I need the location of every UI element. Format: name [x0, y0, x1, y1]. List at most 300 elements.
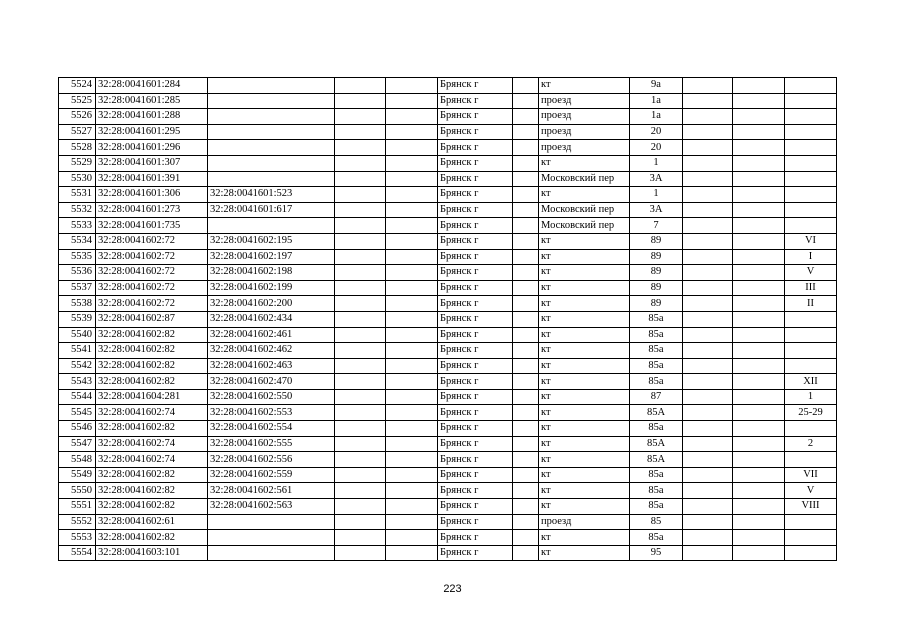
house-number-cell: 89 — [630, 249, 683, 265]
empty-cell — [335, 109, 386, 125]
related-cadastral-number-cell — [208, 514, 335, 530]
table-row — [59, 202, 837, 218]
house-number-cell: 85А — [630, 452, 683, 468]
premises-number-cell — [785, 109, 837, 125]
street-cell: кт — [539, 343, 630, 359]
street-cell: кт — [539, 452, 630, 468]
premises-number-cell: 1 — [785, 389, 837, 405]
table-row — [59, 280, 837, 296]
related-cadastral-number-cell: 32:28:0041602:555 — [208, 436, 335, 452]
related-cadastral-number-cell: 32:28:0041602:461 — [208, 327, 335, 343]
empty-cell — [733, 93, 785, 109]
empty-cell — [683, 343, 733, 359]
empty-cell — [386, 311, 438, 327]
cadastral-number-cell: 32:28:0041602:72 — [96, 280, 208, 296]
premises-number-cell — [785, 343, 837, 359]
related-cadastral-number-cell — [208, 93, 335, 109]
row-number-cell: 5552 — [59, 514, 96, 530]
row-number-cell: 5545 — [59, 405, 96, 421]
row-number-cell: 5553 — [59, 530, 96, 546]
empty-cell — [386, 358, 438, 374]
empty-cell — [386, 93, 438, 109]
street-cell: проезд — [539, 93, 630, 109]
cadastral-number-cell: 32:28:0041601:285 — [96, 93, 208, 109]
empty-cell — [683, 483, 733, 499]
cadastral-number-cell: 32:28:0041602:82 — [96, 358, 208, 374]
house-number-cell: 85а — [630, 499, 683, 515]
premises-number-cell — [785, 311, 837, 327]
house-number-cell: 20 — [630, 124, 683, 140]
premises-number-cell — [785, 124, 837, 140]
settlement-cell: Брянск г — [438, 358, 513, 374]
street-cell: кт — [539, 265, 630, 281]
premises-number-cell — [785, 187, 837, 203]
table-row — [59, 155, 837, 171]
settlement-cell: Брянск г — [438, 155, 513, 171]
empty-cell — [335, 545, 386, 561]
empty-cell — [683, 218, 733, 234]
cadastral-number-cell: 32:28:0041601:288 — [96, 109, 208, 125]
empty-cell — [683, 265, 733, 281]
empty-cell — [683, 545, 733, 561]
empty-cell — [513, 311, 539, 327]
premises-number-cell: III — [785, 280, 837, 296]
street-cell: Московский пер — [539, 171, 630, 187]
empty-cell — [513, 78, 539, 94]
table-row — [59, 171, 837, 187]
cadastral-number-cell: 32:28:0041601:296 — [96, 140, 208, 156]
premises-number-cell — [785, 545, 837, 561]
house-number-cell: 85а — [630, 467, 683, 483]
empty-cell — [386, 280, 438, 296]
premises-number-cell — [785, 452, 837, 468]
house-number-cell: 7 — [630, 218, 683, 234]
empty-cell — [386, 343, 438, 359]
house-number-cell: 85А — [630, 436, 683, 452]
street-cell: кт — [539, 499, 630, 515]
empty-cell — [386, 218, 438, 234]
settlement-cell: Брянск г — [438, 545, 513, 561]
house-number-cell: 85а — [630, 343, 683, 359]
empty-cell — [335, 421, 386, 437]
row-number-cell: 5541 — [59, 343, 96, 359]
empty-cell — [733, 467, 785, 483]
settlement-cell: Брянск г — [438, 171, 513, 187]
premises-number-cell: XII — [785, 374, 837, 390]
empty-cell — [683, 280, 733, 296]
house-number-cell: 85а — [630, 311, 683, 327]
empty-cell — [513, 530, 539, 546]
street-cell: кт — [539, 155, 630, 171]
house-number-cell: 85а — [630, 358, 683, 374]
house-number-cell: 85А — [630, 405, 683, 421]
house-number-cell: 1а — [630, 93, 683, 109]
table-row — [59, 514, 837, 530]
street-cell: Московский пер — [539, 202, 630, 218]
empty-cell — [683, 436, 733, 452]
house-number-cell: 85а — [630, 327, 683, 343]
empty-cell — [386, 155, 438, 171]
cadastral-number-cell: 32:28:0041602:72 — [96, 265, 208, 281]
empty-cell — [335, 499, 386, 515]
cadastral-number-cell: 32:28:0041602:82 — [96, 499, 208, 515]
empty-cell — [683, 452, 733, 468]
empty-cell — [733, 452, 785, 468]
premises-number-cell: VIII — [785, 499, 837, 515]
empty-cell — [513, 233, 539, 249]
empty-cell — [386, 389, 438, 405]
empty-cell — [386, 452, 438, 468]
empty-cell — [733, 171, 785, 187]
empty-cell — [386, 483, 438, 499]
empty-cell — [335, 530, 386, 546]
empty-cell — [733, 202, 785, 218]
house-number-cell: 85а — [630, 483, 683, 499]
empty-cell — [335, 311, 386, 327]
empty-cell — [335, 452, 386, 468]
empty-cell — [683, 327, 733, 343]
empty-cell — [733, 311, 785, 327]
settlement-cell: Брянск г — [438, 483, 513, 499]
table-row — [59, 249, 837, 265]
cadastral-number-cell: 32:28:0041602:82 — [96, 374, 208, 390]
empty-cell — [513, 452, 539, 468]
empty-cell — [386, 202, 438, 218]
related-cadastral-number-cell: 32:28:0041602:199 — [208, 280, 335, 296]
street-cell: проезд — [539, 109, 630, 125]
empty-cell — [683, 187, 733, 203]
empty-cell — [683, 421, 733, 437]
related-cadastral-number-cell — [208, 545, 335, 561]
street-cell: кт — [539, 389, 630, 405]
table-row — [59, 343, 837, 359]
empty-cell — [733, 249, 785, 265]
empty-cell — [733, 187, 785, 203]
empty-cell — [513, 265, 539, 281]
house-number-cell: 95 — [630, 545, 683, 561]
house-number-cell: 89 — [630, 233, 683, 249]
settlement-cell: Брянск г — [438, 280, 513, 296]
empty-cell — [683, 405, 733, 421]
empty-cell — [733, 405, 785, 421]
empty-cell — [513, 249, 539, 265]
table-row — [59, 499, 837, 515]
row-number-cell: 5554 — [59, 545, 96, 561]
related-cadastral-number-cell — [208, 530, 335, 546]
empty-cell — [513, 483, 539, 499]
related-cadastral-number-cell: 32:28:0041602:553 — [208, 405, 335, 421]
empty-cell — [513, 109, 539, 125]
empty-cell — [335, 93, 386, 109]
premises-number-cell — [785, 514, 837, 530]
table-row — [59, 467, 837, 483]
empty-cell — [335, 202, 386, 218]
empty-cell — [335, 436, 386, 452]
row-number-cell: 5529 — [59, 155, 96, 171]
empty-cell — [733, 545, 785, 561]
empty-cell — [513, 389, 539, 405]
street-cell: кт — [539, 467, 630, 483]
premises-number-cell — [785, 171, 837, 187]
empty-cell — [733, 389, 785, 405]
empty-cell — [733, 124, 785, 140]
related-cadastral-number-cell — [208, 218, 335, 234]
street-cell: кт — [539, 483, 630, 499]
cadastral-number-cell: 32:28:0041601:284 — [96, 78, 208, 94]
related-cadastral-number-cell: 32:28:0041602:550 — [208, 389, 335, 405]
settlement-cell: Брянск г — [438, 124, 513, 140]
empty-cell — [513, 280, 539, 296]
premises-number-cell — [785, 140, 837, 156]
street-cell: кт — [539, 296, 630, 312]
settlement-cell: Брянск г — [438, 389, 513, 405]
row-number-cell: 5535 — [59, 249, 96, 265]
settlement-cell: Брянск г — [438, 436, 513, 452]
settlement-cell: Брянск г — [438, 499, 513, 515]
house-number-cell: 85а — [630, 421, 683, 437]
settlement-cell: Брянск г — [438, 109, 513, 125]
cadastral-table — [58, 77, 837, 561]
street-cell: кт — [539, 405, 630, 421]
premises-number-cell — [785, 358, 837, 374]
empty-cell — [335, 483, 386, 499]
street-cell: Московский пер — [539, 218, 630, 234]
premises-number-cell — [785, 327, 837, 343]
settlement-cell: Брянск г — [438, 202, 513, 218]
row-number-cell: 5542 — [59, 358, 96, 374]
table-row — [59, 218, 837, 234]
house-number-cell: 85а — [630, 374, 683, 390]
empty-cell — [683, 109, 733, 125]
empty-cell — [386, 265, 438, 281]
table-row — [59, 452, 837, 468]
cadastral-number-cell: 32:28:0041601:306 — [96, 187, 208, 203]
empty-cell — [733, 296, 785, 312]
empty-cell — [386, 374, 438, 390]
row-number-cell: 5532 — [59, 202, 96, 218]
street-cell: кт — [539, 374, 630, 390]
empty-cell — [335, 467, 386, 483]
cadastral-number-cell: 32:28:0041601:735 — [96, 218, 208, 234]
settlement-cell: Брянск г — [438, 421, 513, 437]
empty-cell — [683, 155, 733, 171]
related-cadastral-number-cell: 32:28:0041602:197 — [208, 249, 335, 265]
related-cadastral-number-cell: 32:28:0041602:563 — [208, 499, 335, 515]
empty-cell — [335, 171, 386, 187]
related-cadastral-number-cell: 32:28:0041602:556 — [208, 452, 335, 468]
empty-cell — [386, 171, 438, 187]
empty-cell — [386, 124, 438, 140]
settlement-cell: Брянск г — [438, 296, 513, 312]
empty-cell — [683, 530, 733, 546]
empty-cell — [513, 296, 539, 312]
house-number-cell: 89 — [630, 296, 683, 312]
row-number-cell: 5548 — [59, 452, 96, 468]
street-cell: кт — [539, 358, 630, 374]
empty-cell — [386, 530, 438, 546]
house-number-cell: 3А — [630, 202, 683, 218]
settlement-cell: Брянск г — [438, 327, 513, 343]
empty-cell — [513, 155, 539, 171]
table-row — [59, 78, 837, 94]
row-number-cell: 5530 — [59, 171, 96, 187]
table-row — [59, 124, 837, 140]
empty-cell — [733, 78, 785, 94]
cadastral-number-cell: 32:28:0041602:74 — [96, 452, 208, 468]
street-cell: кт — [539, 436, 630, 452]
empty-cell — [335, 265, 386, 281]
empty-cell — [513, 327, 539, 343]
cadastral-number-cell: 32:28:0041602:87 — [96, 311, 208, 327]
premises-number-cell — [785, 421, 837, 437]
table-row — [59, 374, 837, 390]
row-number-cell: 5533 — [59, 218, 96, 234]
settlement-cell: Брянск г — [438, 93, 513, 109]
related-cadastral-number-cell: 32:28:0041601:617 — [208, 202, 335, 218]
empty-cell — [335, 374, 386, 390]
cadastral-number-cell: 32:28:0041602:82 — [96, 530, 208, 546]
empty-cell — [335, 514, 386, 530]
empty-cell — [513, 436, 539, 452]
page-number: 223 — [443, 583, 462, 595]
empty-cell — [335, 358, 386, 374]
cadastral-number-cell: 32:28:0041602:74 — [96, 405, 208, 421]
street-cell: кт — [539, 545, 630, 561]
settlement-cell: Брянск г — [438, 405, 513, 421]
empty-cell — [513, 140, 539, 156]
settlement-cell: Брянск г — [438, 467, 513, 483]
empty-cell — [733, 343, 785, 359]
house-number-cell: 87 — [630, 389, 683, 405]
empty-cell — [386, 499, 438, 515]
house-number-cell: 89 — [630, 265, 683, 281]
table-row — [59, 327, 837, 343]
premises-number-cell — [785, 218, 837, 234]
empty-cell — [335, 155, 386, 171]
cadastral-number-cell: 32:28:0041604:281 — [96, 389, 208, 405]
empty-cell — [733, 436, 785, 452]
table-row — [59, 545, 837, 561]
row-number-cell: 5543 — [59, 374, 96, 390]
empty-cell — [733, 280, 785, 296]
empty-cell — [513, 467, 539, 483]
row-number-cell: 5527 — [59, 124, 96, 140]
related-cadastral-number-cell — [208, 124, 335, 140]
empty-cell — [513, 93, 539, 109]
related-cadastral-number-cell: 32:28:0041602:559 — [208, 467, 335, 483]
empty-cell — [683, 499, 733, 515]
related-cadastral-number-cell: 32:28:0041602:462 — [208, 343, 335, 359]
related-cadastral-number-cell — [208, 140, 335, 156]
empty-cell — [513, 171, 539, 187]
street-cell: кт — [539, 421, 630, 437]
row-number-cell: 5550 — [59, 483, 96, 499]
empty-cell — [335, 389, 386, 405]
row-number-cell: 5547 — [59, 436, 96, 452]
row-number-cell: 5540 — [59, 327, 96, 343]
empty-cell — [386, 421, 438, 437]
related-cadastral-number-cell: 32:28:0041601:523 — [208, 187, 335, 203]
table-row — [59, 109, 837, 125]
empty-cell — [733, 358, 785, 374]
settlement-cell: Брянск г — [438, 233, 513, 249]
empty-cell — [335, 249, 386, 265]
empty-cell — [733, 514, 785, 530]
empty-cell — [335, 78, 386, 94]
premises-number-cell — [785, 78, 837, 94]
related-cadastral-number-cell: 32:28:0041602:470 — [208, 374, 335, 390]
premises-number-cell — [785, 530, 837, 546]
premises-number-cell: VI — [785, 233, 837, 249]
empty-cell — [683, 202, 733, 218]
house-number-cell: 85а — [630, 530, 683, 546]
empty-cell — [386, 233, 438, 249]
related-cadastral-number-cell: 32:28:0041602:561 — [208, 483, 335, 499]
row-number-cell: 5526 — [59, 109, 96, 125]
table-row — [59, 405, 837, 421]
table-row — [59, 93, 837, 109]
premises-number-cell — [785, 202, 837, 218]
row-number-cell: 5539 — [59, 311, 96, 327]
empty-cell — [513, 343, 539, 359]
cadastral-number-cell: 32:28:0041602:82 — [96, 343, 208, 359]
empty-cell — [683, 249, 733, 265]
empty-cell — [513, 545, 539, 561]
empty-cell — [683, 233, 733, 249]
empty-cell — [683, 358, 733, 374]
street-cell: кт — [539, 311, 630, 327]
table-row — [59, 483, 837, 499]
empty-cell — [683, 140, 733, 156]
street-cell: кт — [539, 78, 630, 94]
empty-cell — [733, 530, 785, 546]
premises-number-cell: 25-29 — [785, 405, 837, 421]
empty-cell — [335, 327, 386, 343]
empty-cell — [733, 265, 785, 281]
empty-cell — [386, 296, 438, 312]
empty-cell — [513, 374, 539, 390]
cadastral-number-cell: 32:28:0041602:82 — [96, 421, 208, 437]
house-number-cell: 1 — [630, 155, 683, 171]
settlement-cell: Брянск г — [438, 140, 513, 156]
empty-cell — [513, 514, 539, 530]
house-number-cell: 1а — [630, 109, 683, 125]
empty-cell — [683, 296, 733, 312]
related-cadastral-number-cell: 32:28:0041602:554 — [208, 421, 335, 437]
row-number-cell: 5538 — [59, 296, 96, 312]
empty-cell — [386, 545, 438, 561]
empty-cell — [733, 218, 785, 234]
empty-cell — [513, 218, 539, 234]
related-cadastral-number-cell: 32:28:0041602:463 — [208, 358, 335, 374]
cadastral-number-cell: 32:28:0041602:61 — [96, 514, 208, 530]
settlement-cell: Брянск г — [438, 311, 513, 327]
row-number-cell: 5551 — [59, 499, 96, 515]
empty-cell — [733, 140, 785, 156]
related-cadastral-number-cell: 32:28:0041602:198 — [208, 265, 335, 281]
house-number-cell: 89 — [630, 280, 683, 296]
cadastral-number-cell: 32:28:0041602:74 — [96, 436, 208, 452]
house-number-cell: 9а — [630, 78, 683, 94]
empty-cell — [683, 514, 733, 530]
cadastral-number-cell: 32:28:0041601:295 — [96, 124, 208, 140]
empty-cell — [683, 311, 733, 327]
row-number-cell: 5531 — [59, 187, 96, 203]
table-row — [59, 187, 837, 203]
house-number-cell: 85 — [630, 514, 683, 530]
cadastral-number-cell: 32:28:0041602:72 — [96, 233, 208, 249]
row-number-cell: 5524 — [59, 78, 96, 94]
